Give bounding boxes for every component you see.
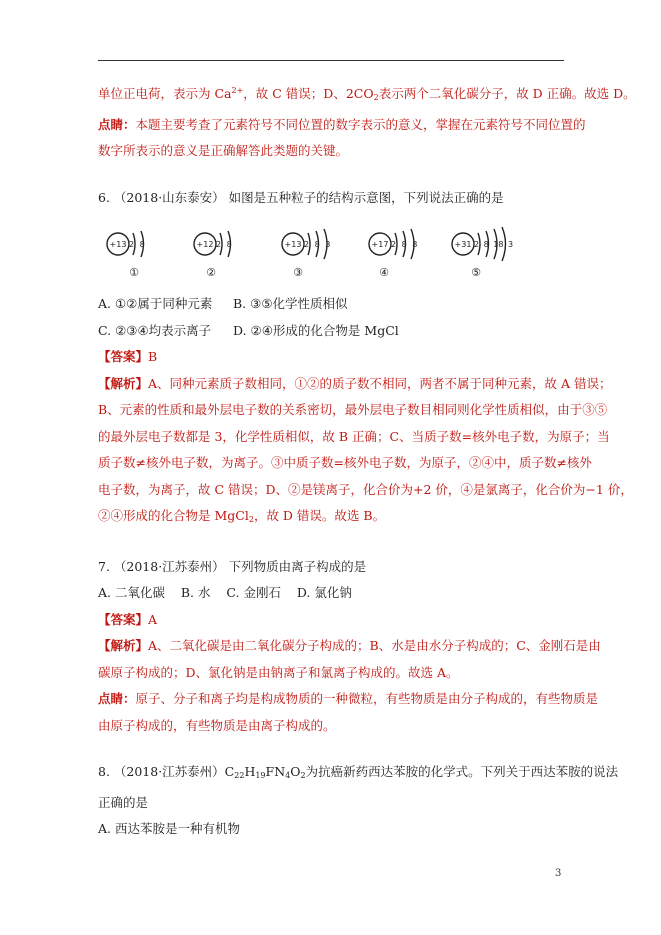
- q6-analysis-l1: [98, 371, 612, 398]
- prev-tip-line2: [98, 138, 566, 165]
- q6-option-d: D. ②④形成的化合物是 MgCl: [233, 322, 399, 338]
- particle-4-shells: 2 8 8: [391, 240, 418, 249]
- particle-2-shells: 2 8: [216, 240, 232, 249]
- q6-answer: [98, 344, 566, 371]
- q8-text-b: H: [244, 764, 256, 779]
- q7-tip-l2: 由原子构成的，有些物质是由离子构成的。: [98, 717, 336, 733]
- q7-answer-value: A: [148, 611, 158, 627]
- prev-tip-line1: [98, 112, 586, 139]
- q8-stem: [98, 759, 619, 790]
- q6-option-c: C. ②③④均表示离子: [98, 322, 212, 338]
- particle-3-nucleus: +13: [284, 240, 302, 249]
- q8-text-a: 8. （2018·江苏泰州）C: [98, 764, 235, 779]
- particle-4-label: ④: [379, 266, 389, 279]
- formula-sub-h: 19: [255, 771, 266, 780]
- q6-particle-diagrams: [98, 219, 566, 281]
- formula-sub-c: 22: [234, 771, 245, 780]
- q8-text-d: O: [290, 764, 301, 779]
- q7-tip-l1: [98, 686, 599, 713]
- particle-3-shells: 2 8 3: [304, 240, 331, 249]
- ca-charge-sup: 2+: [231, 86, 244, 95]
- prev-text-a: 单位正电荷，表示为 Ca: [98, 86, 232, 101]
- particle-2-nucleus: +12: [196, 240, 214, 249]
- analysis-tag: 【解析】: [98, 638, 149, 653]
- particle-2-label: ②: [206, 266, 216, 279]
- formula-sub-o: 2: [300, 771, 306, 780]
- q7-stem: 7. （2018·江苏泰州） 下列物质由离子构成的是: [98, 558, 367, 574]
- q8-stem-l2: 正确的是: [98, 794, 149, 810]
- q7-tip-text-1: 原子、分子和离子均是构成物质的一种微粒，有些物质是由分子构成的，有些物质是: [135, 691, 599, 706]
- prev-answer-line: [98, 78, 636, 112]
- q6-analysis-l2: B、元素的性质和最外层电子数的关系密切，最外层电子数目相同则化学性质相似，由于③⑤: [98, 402, 608, 417]
- tip-tag: 点睛：: [98, 116, 136, 132]
- particle-1-label: ①: [129, 266, 139, 279]
- q7-analysis-text-1: A、二氧化碳是由二氧化碳分子构成的；B、水是由水分子构成的；C、金刚石是由: [148, 638, 601, 653]
- q6-answer-value: B: [148, 349, 158, 364]
- q7-answer: [98, 607, 566, 634]
- q8-text-e: 为抗癌新药西达苯胺的化学式。下列关于西达苯胺的说法: [305, 764, 619, 779]
- tip-text-1: 本题主要考查了元素符号不同位置的数字表示的意义，掌握在元素符号不同位置的: [135, 116, 586, 132]
- q6-option-b: B. ③⑤化学性质相似: [233, 296, 348, 311]
- answer-tag: 【答案】: [98, 349, 149, 364]
- tip-text-2: 数字所表示的意义是正确解答此类题的关键。: [98, 143, 349, 158]
- q6-analysis-l6: [98, 503, 566, 534]
- analysis-tag: 【解析】: [98, 375, 149, 391]
- q6-analysis-text-6b: ，故 D 错误。故选 B。: [253, 508, 386, 523]
- q6-option-a: A. ①②属于同种元素: [98, 296, 213, 311]
- prev-text-c: 表示两个二氧化碳分子，故 D 正确。故选 D。: [378, 86, 636, 101]
- page-number: 3: [555, 868, 562, 879]
- page-content: [98, 78, 636, 843]
- q8-text-c: FN: [265, 764, 286, 779]
- particle-5-shells: 2 8 18 3: [474, 240, 514, 249]
- particle-1-shells: 2 8: [129, 240, 145, 249]
- particle-5-label: ⑤: [471, 266, 481, 279]
- q8-option-a: A. 西达苯胺是一种有机物: [98, 821, 240, 836]
- mgcl2-sub: 2: [248, 515, 254, 524]
- particle-3-label: ③: [293, 266, 303, 279]
- formula-sub-n: 4: [285, 771, 291, 780]
- q6-analysis-l4: 质子数≠核外电子数，为离子。③中质子数=核外电子数，为原子，②④中，质子数≠核外: [98, 455, 592, 470]
- co2-sub: 2: [373, 93, 379, 102]
- q7-analysis-l1: [98, 633, 601, 660]
- q6-analysis-text-6a: ②④形成的化合物是 MgCl: [98, 508, 249, 523]
- q6-analysis-l5: 电子数，为离子，故 C 错误；D、②是镁离子，化合价为+2 价，④是氯离子，化合价为−1 价，: [98, 481, 633, 497]
- answer-tag: 【答案】: [98, 611, 149, 627]
- tip-tag: 点睛：: [98, 691, 136, 706]
- q6-stem: 6. （2018·山东泰安） 如图是五种粒子的结构示意图，下列说法正确的是: [98, 189, 504, 205]
- q6-analysis-l3: 的最外层电子数都是 3，化学性质相似，故 B 正确；C、当质子数=核外电子数，为原子；当: [98, 428, 610, 444]
- q7-analysis-l2: 碳原子构成的；D、氯化钠是由钠离子和氯离子构成的。故选 A。: [98, 664, 459, 680]
- prev-text-b: ，故 C 错误；D、2CO: [243, 86, 374, 101]
- header-rule: [98, 60, 564, 61]
- particle-1-nucleus: +13: [109, 240, 127, 249]
- q6-options-ab: [98, 291, 566, 318]
- q6-options-cd: [98, 318, 566, 345]
- particle-5-nucleus: +31: [454, 240, 472, 249]
- particle-4-nucleus: +17: [371, 240, 389, 249]
- q6-analysis-text-1: A、同种元素质子数相同，①②的质子数不相同，两者不属于同种元素，故 A 错误；: [148, 375, 612, 391]
- q7-options: A. 二氧化碳 B. 水 C. 金刚石 D. 氯化钠: [98, 585, 352, 600]
